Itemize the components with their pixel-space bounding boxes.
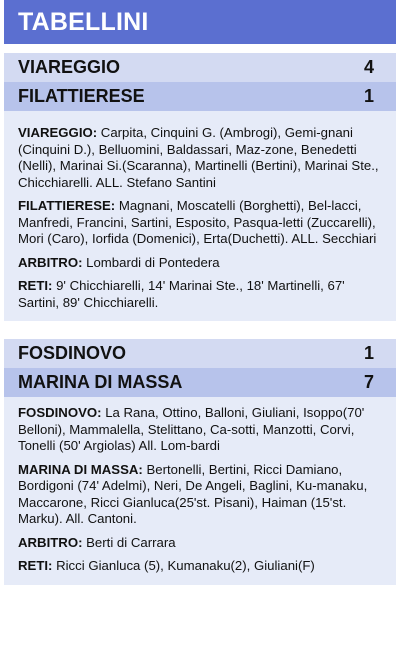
lineup-text: La Rana, Ottino, Balloni, Giuliani, Isoppo(70' Belloni), Mammalella, Stelittano, Ca-sotti, Manzotti, Corvi, Tonelli (50' Argiolas) All. Lom-bardi: [18, 405, 365, 453]
home-lineup: [18, 405, 386, 455]
lineup-label: FOSDINOVO:: [18, 405, 102, 420]
spacer: [4, 44, 396, 53]
goals: [18, 278, 386, 311]
match-details: [4, 397, 396, 585]
home-team-score: 4: [363, 57, 374, 77]
referee: [18, 535, 386, 552]
spacer: [4, 321, 396, 339]
lineup-text: Carpita, Cinquini G. (Ambrogi), Gemi-gnani (Cinquini D.), Belluomini, Baldassari, Maz-zone, Benedetti (Nelli), Marinai Si.(Scaranna), Martinelli (Bertini), Marinai Ste., Chicchiarelli. ALL. Stefano Santini: [18, 125, 379, 190]
match-card-1: [4, 53, 396, 321]
away-lineup: [18, 462, 386, 528]
lineup-text: Magnani, Moscatelli (Borghetti), Bel-lacci, Manfredi, Francini, Sartini, Esposito, Pasqua-letti (Zuccarelli), Mori (Caro), Iorfida (Domenici), Erta(Duchetti). ALL. Secchiari: [18, 198, 377, 246]
away-team-name: MARINA DI MASSA: [18, 372, 183, 392]
home-team-row: [4, 339, 396, 368]
referee-text: Lombardi di Pontedera: [82, 254, 220, 270]
goals: [18, 558, 386, 575]
away-lineup: [18, 198, 386, 248]
home-team-score: 1: [363, 343, 374, 363]
lineup-text: Bertonelli, Bertini, Ricci Damiano, Bordigoni (74' Adelmi), Neri, De Angeli, Baglini, Ku-manaku, Maccarone, Ricci Gianluca(25'st. Pisani), Haiman (15'st. Marku). All. Cantoni.: [18, 461, 368, 526]
lineup-label: FILATTIERESE:: [18, 198, 116, 213]
goals-label: RETI:: [18, 558, 53, 573]
match-card-2: [4, 339, 396, 585]
home-lineup: [18, 125, 386, 191]
goals-text: Ricci Gianluca (5), Kumanaku(2), Giuliani(F): [52, 558, 315, 573]
referee-label: ARBITRO:: [18, 534, 83, 550]
home-team-name: FOSDINOVO: [18, 343, 127, 363]
away-team-row: [4, 82, 396, 111]
page-title: TABELLINI: [4, 0, 396, 44]
tabellini-page: [4, 0, 396, 585]
away-team-name: FILATTIERESE: [18, 86, 145, 106]
away-team-score: 1: [363, 86, 374, 106]
away-team-row: [4, 368, 396, 397]
lineup-label: VIAREGGIO:: [18, 125, 98, 140]
match-details: [4, 111, 396, 321]
referee-label: ARBITRO:: [18, 254, 83, 270]
referee: [18, 255, 386, 272]
referee-text: Berti di Carrara: [82, 534, 176, 550]
goals-text: 9' Chicchiarelli, 14' Marinai Ste., 18' Martinelli, 67' Sartini, 89' Chicchiarelli.: [18, 278, 345, 310]
lineup-label: MARINA DI MASSA:: [18, 461, 143, 477]
home-team-name: VIAREGGIO: [18, 57, 121, 77]
away-team-score: 7: [363, 372, 374, 392]
goals-label: RETI:: [18, 278, 53, 293]
home-team-row: [4, 53, 396, 82]
